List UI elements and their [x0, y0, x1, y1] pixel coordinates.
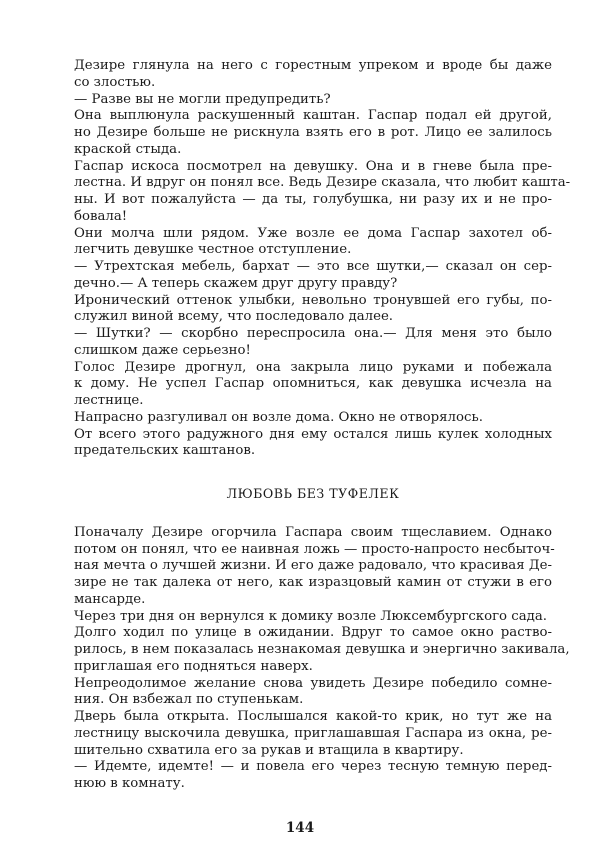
- text-line: Дезире глянула на него с горестным упреком и вроде бы даже: [74, 58, 552, 73]
- page-number: 144: [285, 820, 315, 836]
- text-line: зире не так далека от него, как изразцовый камин от стужи в его: [74, 575, 552, 590]
- text-line: со злостью.: [74, 74, 156, 90]
- text-line: Иронический оттенок улыбки, невольно тронувшей его губы, по-: [74, 292, 552, 308]
- paragraph: [74, 58, 552, 92]
- text-line: — Шутки? — скорбно переспросила она.— Для меня это было: [74, 326, 552, 341]
- text-line: — Идемте, идемте! — и повела его через тесную темную перед-: [74, 759, 552, 775]
- paragraph: [74, 709, 552, 759]
- paragraph: [74, 226, 552, 260]
- text-after-heading: [74, 524, 570, 793]
- text-before-heading: [74, 58, 571, 460]
- paragraph: [74, 326, 552, 360]
- text-line: — Разве вы не могли предупредить?: [74, 91, 331, 107]
- text-line: Долго ходил по улице в ожидании. Вдруг то самое окно раство-: [74, 625, 552, 641]
- text-line: Поначалу Дезире огорчила Гаспара своим тщеславием. Однако: [74, 524, 552, 540]
- text-line: Она выплюнула раскушенный каштан. Гаспар подал ей другой,: [74, 108, 552, 124]
- text-line: Дверь была открыта. Послышался какой-то крик, но тут же на: [74, 709, 552, 724]
- paragraph: [74, 427, 552, 461]
- text-line: — Утрехтская мебель, бархат — это все шутки,— сказал он сер-: [74, 259, 552, 274]
- paragraph: [74, 259, 552, 293]
- paragraph: [74, 609, 552, 626]
- text-line: Гаспар искоса посмотрел на девушку. Она и в гневе была пре-: [74, 158, 552, 174]
- paragraph: [74, 108, 552, 158]
- text-line: Голос Дезире дрогнул, она закрыла лицо руками и побежала: [74, 359, 552, 375]
- paragraph: [74, 360, 552, 410]
- paragraph: [74, 625, 570, 675]
- text-line: лестнице.: [74, 393, 144, 408]
- text-line: краской стыда.: [74, 141, 182, 157]
- text-line: служил виной всему, что последовало далее.: [74, 309, 394, 325]
- paragraph: [74, 759, 552, 793]
- text-line: но Дезире больше не рискнула взять его в рот. Лицо ее залилось: [74, 125, 552, 140]
- text-line: рилось, в нем показалась незнакомая девушка и энергично закивала,: [74, 642, 570, 657]
- paragraph: [74, 410, 552, 427]
- paragraph: [74, 92, 552, 109]
- text-line: потом он понял, что ее наивная ложь — просто-напросто несбыточ-: [74, 541, 555, 557]
- text-line: слишком даже серьезно!: [74, 342, 251, 358]
- text-line: лестна. И вдруг он понял все. Ведь Дезире сказала, что любит кашта-: [74, 175, 571, 191]
- text-line: мансарде.: [74, 591, 146, 607]
- text-line: ная мечта о лучшей жизни. И его даже радовало, что красивая Де-: [74, 558, 552, 574]
- text-line: дечно.— А теперь скажем друг другу правду?: [74, 275, 398, 291]
- text-line: бовала!: [74, 208, 128, 224]
- text-line: нюю в комнату.: [74, 776, 185, 791]
- text-line: Через три дня он вернулся к домику возле Люксембургского сада.: [74, 608, 547, 624]
- text-line: легчить девушке честное отступление.: [74, 242, 352, 258]
- paragraph: [74, 524, 555, 609]
- text-line: лестницу выскочила девушка, приглашавшая Гаспара из окна, ре-: [74, 725, 552, 741]
- text-line: ния. Он взбежал по ступенькам.: [74, 692, 304, 708]
- text-line: От всего этого радужного дня ему остался лишь кулек холодных: [74, 426, 552, 442]
- paragraph: [74, 293, 552, 327]
- text-line: к дому. Не успел Гаспар опомниться, как девушка исчезла на: [74, 376, 552, 392]
- section-heading: ЛЮБОВЬ БЕЗ ТУФЕЛЕК: [226, 486, 400, 501]
- paragraph: [74, 158, 571, 226]
- text-line: ны. И вот пожалуйста — да ты, голубушка, ни разу их и не про-: [74, 192, 552, 207]
- text-line: Напрасно разгуливал он возле дома. Окно не отворялось.: [74, 409, 483, 425]
- text-line: шительно схватила его за рукав и втащила в квартиру.: [74, 742, 464, 758]
- text-line: приглашая его подняться наверх.: [74, 658, 313, 674]
- paragraph: [74, 676, 552, 710]
- text-column: [74, 58, 571, 793]
- text-line: предательских каштанов.: [74, 443, 256, 459]
- text-line: Они молча шли рядом. Уже возле ее дома Гаспар захотел об-: [74, 225, 552, 241]
- text-line: Непреодолимое желание снова увидеть Дезире победило сомне-: [74, 675, 552, 691]
